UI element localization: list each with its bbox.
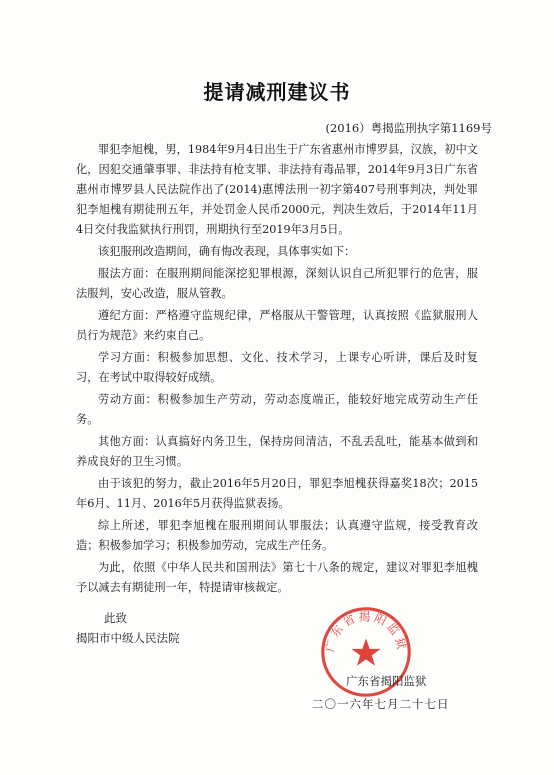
paragraph-personal-info: 罪犯李旭槐，男，1984年9月4日出生于广东省惠州市博罗县，汉族，初中文化，因犯交通肇事罪、非法持有枪支罪、非法持有毒品罪，2014年9月3日广东省惠州市博罗县人民法院作出了(2014)惠博法刑一初字第407号刑事判决，判处罪犯李旭槐有期徒刑五年，并处罚金人民币2000元，判决生效后，于2014年11月4日交付我监狱执行刑罚，刑期执行至2019年3月5日。 — [76, 143, 478, 236]
closing-salutation: 此致 — [104, 611, 127, 625]
paragraph-recommendation: 为此，依照《中华人民共和国刑法》第七十八条的规定，建议对罪犯李旭槐予以减去有期徒刑一年，特提请审核裁定。 — [76, 561, 478, 594]
paragraph-study: 学习方面：积极参加思想、文化、技术学习，上课专心听讲，课后及时复习，在考试中取得较好成绩。 — [76, 351, 478, 384]
document-number: (2016）粤揭监刑执字第1169号 — [325, 121, 492, 135]
paragraph-discipline: 遵纪方面：严格遵守监规纪律，严格服从干警管理，认真按照《监狱服刑人员行为规范》来约束自己。 — [76, 309, 478, 342]
document-date: 二〇一六年七月二十七日 — [312, 697, 450, 711]
closing-block — [76, 608, 180, 648]
paragraph-other: 其他方面：认真搞好内务卫生，保持房间清洁，不乱丢乱吐，能基本做到和养成良好的卫生习惯。 — [76, 435, 478, 468]
paragraph-intro: 该犯服刑改造期间，确有悔改表现，具体事实如下： — [98, 245, 356, 258]
paragraph-labor: 劳动方面：积极参加生产劳动，劳动态度端正，能较好地完成劳动生产任务。 — [76, 393, 478, 426]
issuer-name: 广东省揭阳监狱 — [346, 674, 427, 688]
document-title: 提请减刑建议书 — [203, 80, 351, 104]
seal-star-icon — [351, 639, 380, 666]
paragraph-summary: 综上所述，罪犯李旭槐在服刑期间认罪服法；认真遵守监规，接受教育改造；积极参加学习；积极参加劳动，完成生产任务。 — [76, 519, 478, 552]
paragraph-awards: 由于该犯的努力，截止2016年5月20日，罪犯李旭槐获得嘉奖18次；2015年6月、11月、2016年5月获得监狱表扬。 — [76, 477, 478, 510]
document-body — [76, 140, 478, 600]
seal-ring-text: 广东省揭阳监狱 — [322, 609, 410, 654]
paragraph-obedience: 服法方面：在服刑期间能深挖犯罪根源，深刻认识自己所犯罪行的危害，服法服判，安心改造，服从管教。 — [76, 267, 478, 300]
recipient-court: 揭阳市中级人民法院 — [76, 631, 180, 645]
